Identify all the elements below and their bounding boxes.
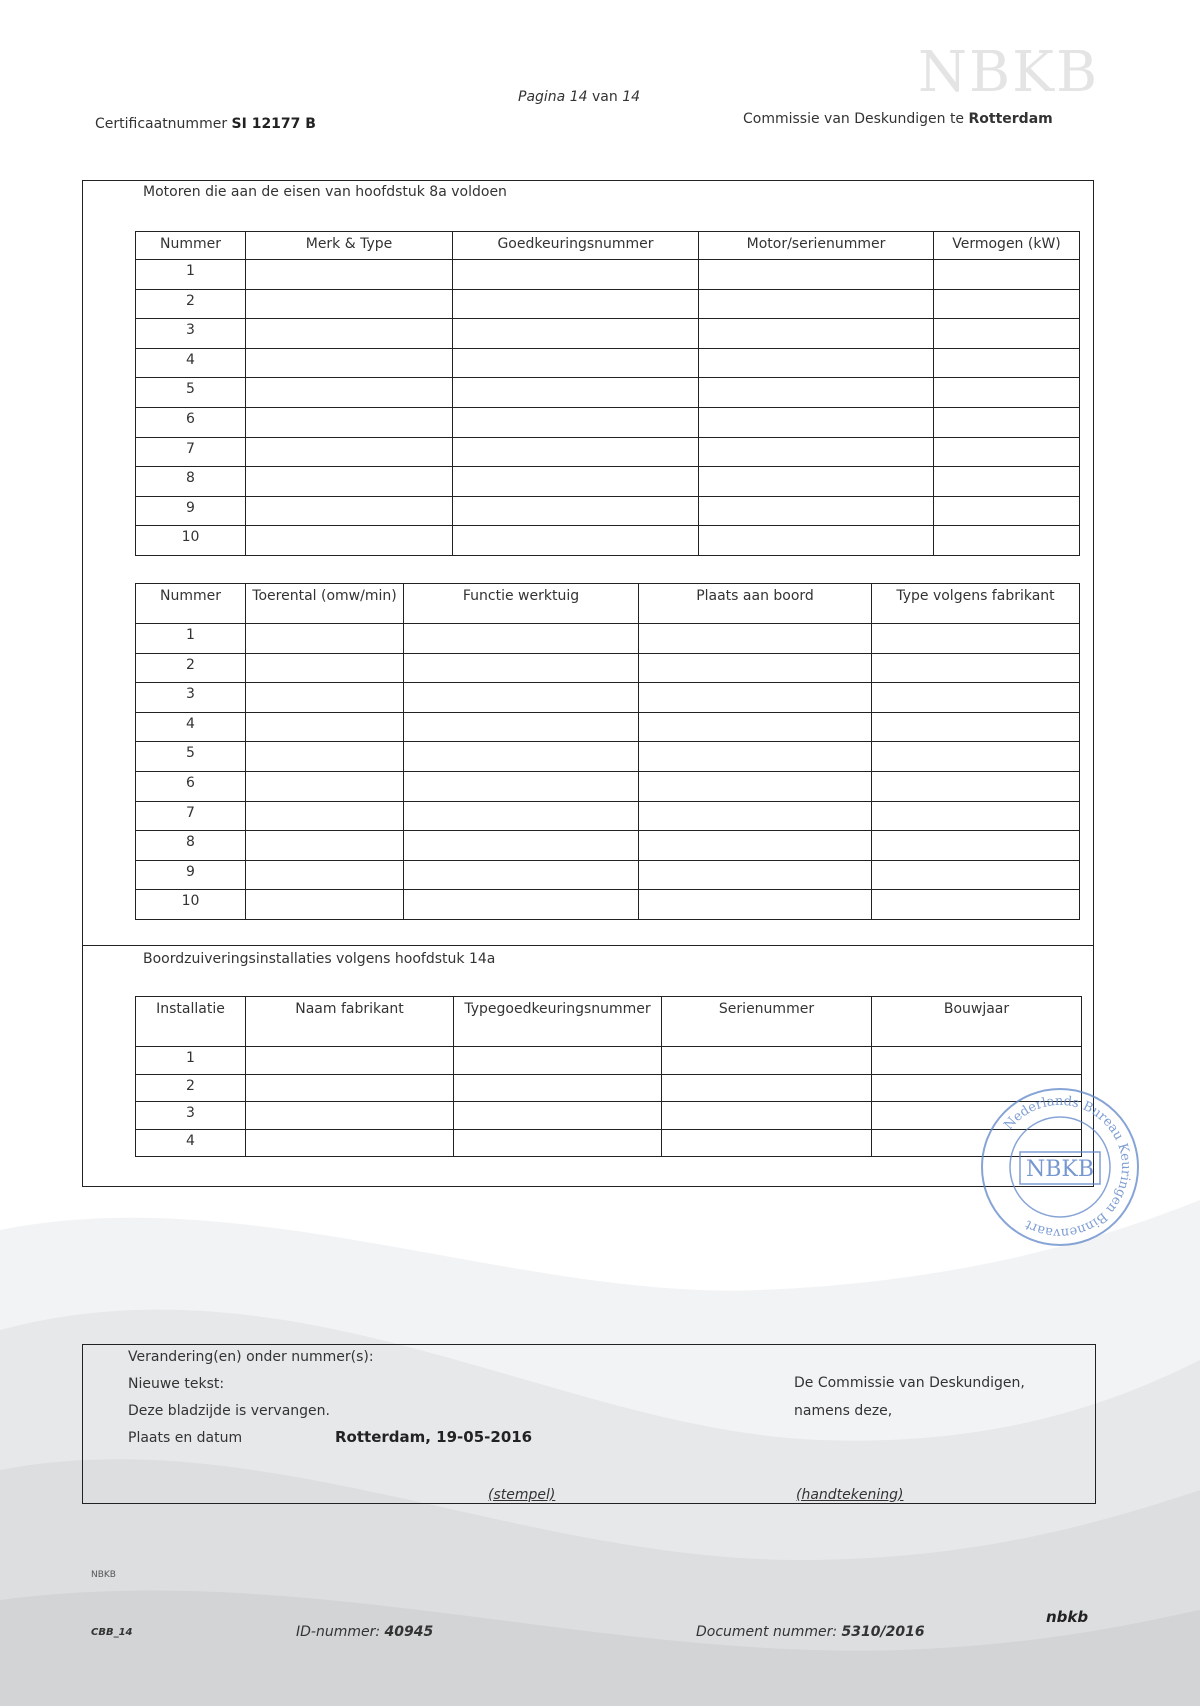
row-number: 1 xyxy=(136,1047,246,1075)
empty-cell xyxy=(934,496,1080,526)
empty-cell xyxy=(454,1102,662,1130)
place-date-label: Plaats en datum xyxy=(128,1430,243,1446)
empty-cell xyxy=(453,496,699,526)
table-row xyxy=(136,653,1080,683)
official-stamp xyxy=(975,1082,1145,1252)
table-row xyxy=(136,890,1080,920)
empty-cell xyxy=(453,407,699,437)
col-header-type-approval-number: Typegoedkeuringsnummer xyxy=(454,997,662,1047)
empty-cell xyxy=(246,289,453,319)
empty-cell xyxy=(699,496,934,526)
table-row xyxy=(136,742,1080,772)
empty-cell xyxy=(872,653,1080,683)
col-header-manufacturer-name: Naam fabrikant xyxy=(246,997,454,1047)
empty-cell xyxy=(872,860,1080,890)
empty-cell xyxy=(246,407,453,437)
empty-cell xyxy=(246,624,404,654)
empty-cell xyxy=(872,831,1080,861)
id-number xyxy=(296,1624,433,1640)
col-header-serial-number: Serienummer xyxy=(662,997,872,1047)
empty-cell xyxy=(246,683,404,713)
col-header-engine-serial: Motor/serienummer xyxy=(699,232,934,260)
empty-cell xyxy=(453,526,699,556)
row-number: 7 xyxy=(136,437,246,467)
empty-cell xyxy=(699,467,934,497)
changes-label: Verandering(en) onder nummer(s): xyxy=(128,1349,374,1365)
empty-cell xyxy=(662,1047,872,1075)
empty-cell xyxy=(246,1129,454,1157)
empty-cell xyxy=(872,890,1080,920)
empty-cell xyxy=(699,319,934,349)
empty-cell xyxy=(246,1074,454,1102)
table-row xyxy=(136,289,1080,319)
certificate-number: SI 12177 B xyxy=(231,116,316,132)
row-number: 9 xyxy=(136,860,246,890)
empty-cell xyxy=(934,467,1080,497)
row-number: 3 xyxy=(136,1102,246,1130)
empty-cell xyxy=(246,437,453,467)
engines-table-1 xyxy=(135,231,1080,556)
empty-cell xyxy=(639,742,872,772)
col-header-location-on-board: Plaats aan boord xyxy=(639,584,872,624)
row-number: 3 xyxy=(136,683,246,713)
nbkb-watermark-logo: NBKB xyxy=(918,40,1100,105)
empty-cell xyxy=(246,771,404,801)
row-number: 4 xyxy=(136,348,246,378)
empty-cell xyxy=(639,831,872,861)
empty-cell xyxy=(639,712,872,742)
empty-cell xyxy=(453,348,699,378)
empty-cell xyxy=(246,1102,454,1130)
table-row xyxy=(136,260,1080,290)
empty-cell xyxy=(246,260,453,290)
col-header-installation: Installatie xyxy=(136,997,246,1047)
footer-brand: nbkb xyxy=(1046,1608,1089,1626)
col-header-number: Nummer xyxy=(136,584,246,624)
empty-cell xyxy=(872,801,1080,831)
empty-cell xyxy=(246,496,453,526)
page-current: 14 xyxy=(569,89,588,105)
empty-cell xyxy=(404,653,639,683)
empty-cell xyxy=(934,348,1080,378)
place-date-value: Rotterdam, 19-05-2016 xyxy=(335,1428,533,1446)
empty-cell xyxy=(404,771,639,801)
empty-cell xyxy=(246,378,453,408)
page-indicator xyxy=(518,89,640,105)
row-number: 2 xyxy=(136,289,246,319)
empty-cell xyxy=(699,348,934,378)
empty-cell xyxy=(934,437,1080,467)
empty-cell xyxy=(454,1074,662,1102)
empty-cell xyxy=(246,860,404,890)
empty-cell xyxy=(246,801,404,831)
empty-cell xyxy=(246,831,404,861)
table-row xyxy=(136,712,1080,742)
document-number xyxy=(696,1624,925,1640)
row-number: 4 xyxy=(136,1129,246,1157)
empty-cell xyxy=(404,860,639,890)
empty-cell xyxy=(662,1129,872,1157)
certificate-label: Certificaatnummer xyxy=(95,116,228,132)
row-number: 10 xyxy=(136,526,246,556)
col-header-brand-type: Merk & Type xyxy=(246,232,453,260)
doc-value: 5310/2016 xyxy=(841,1624,925,1640)
empty-cell xyxy=(639,890,872,920)
row-number: 4 xyxy=(136,712,246,742)
row-number: 2 xyxy=(136,1074,246,1102)
empty-cell xyxy=(404,683,639,713)
empty-cell xyxy=(934,378,1080,408)
purification-section-title: Boordzuiveringsinstallaties volgens hoofdstuk 14a xyxy=(143,951,496,967)
commission-text: Commissie van Deskundigen te xyxy=(743,111,965,127)
row-number: 5 xyxy=(136,378,246,408)
row-number: 3 xyxy=(136,319,246,349)
certificate-number-line xyxy=(95,116,316,132)
table-row xyxy=(136,378,1080,408)
empty-cell xyxy=(453,378,699,408)
form-code: CBB_14 xyxy=(91,1627,133,1638)
empty-cell xyxy=(246,348,453,378)
empty-cell xyxy=(246,319,453,349)
empty-cell xyxy=(639,624,872,654)
table-row xyxy=(136,1047,1082,1075)
row-number: 2 xyxy=(136,653,246,683)
row-number: 8 xyxy=(136,831,246,861)
engines-section-title: Motoren die aan de eisen van hoofdstuk 8a voldoen xyxy=(143,184,507,200)
empty-cell xyxy=(872,1047,1082,1075)
table-row xyxy=(136,407,1080,437)
col-header-manufacturer-type: Type volgens fabrikant xyxy=(872,584,1080,624)
empty-cell xyxy=(934,319,1080,349)
empty-cell xyxy=(453,319,699,349)
table-row xyxy=(136,496,1080,526)
table-row xyxy=(136,860,1080,890)
row-number: 1 xyxy=(136,260,246,290)
empty-cell xyxy=(872,624,1080,654)
commission-city: Rotterdam xyxy=(968,111,1053,127)
id-label: ID-nummer: xyxy=(296,1624,381,1640)
on-behalf-label: namens deze, xyxy=(794,1403,893,1419)
table-row xyxy=(136,319,1080,349)
table-row xyxy=(136,1074,1082,1102)
empty-cell xyxy=(639,771,872,801)
changes-box xyxy=(82,1344,1096,1504)
empty-cell xyxy=(662,1074,872,1102)
page-prefix: Pagina xyxy=(518,89,566,105)
col-header-build-year: Bouwjaar xyxy=(872,997,1082,1047)
empty-cell xyxy=(699,526,934,556)
table-row xyxy=(136,624,1080,654)
table-row xyxy=(136,526,1080,556)
table-row xyxy=(136,348,1080,378)
table-row xyxy=(136,1129,1082,1157)
stamp-ring-text: Nederlands Bureau Keuringen Binnenvaart xyxy=(1001,1093,1134,1241)
col-header-power: Vermogen (kW) xyxy=(934,232,1080,260)
empty-cell xyxy=(639,801,872,831)
empty-cell xyxy=(639,683,872,713)
empty-cell xyxy=(404,712,639,742)
empty-cell xyxy=(934,526,1080,556)
table-row xyxy=(136,831,1080,861)
commission-line xyxy=(743,111,1053,127)
empty-cell xyxy=(872,683,1080,713)
empty-cell xyxy=(246,890,404,920)
col-header-number: Nummer xyxy=(136,232,246,260)
empty-cell xyxy=(453,467,699,497)
empty-cell xyxy=(246,653,404,683)
table-row xyxy=(136,467,1080,497)
empty-cell xyxy=(872,742,1080,772)
table-row xyxy=(136,437,1080,467)
empty-cell xyxy=(453,289,699,319)
empty-cell xyxy=(404,890,639,920)
empty-cell xyxy=(872,771,1080,801)
empty-cell xyxy=(639,860,872,890)
empty-cell xyxy=(699,260,934,290)
page-total: 14 xyxy=(622,89,641,105)
engines-table-2 xyxy=(135,583,1080,920)
empty-cell xyxy=(246,467,453,497)
purification-table xyxy=(135,996,1082,1157)
empty-cell xyxy=(404,801,639,831)
row-number: 10 xyxy=(136,890,246,920)
empty-cell xyxy=(404,624,639,654)
row-number: 1 xyxy=(136,624,246,654)
empty-cell xyxy=(404,742,639,772)
table-row xyxy=(136,1102,1082,1130)
empty-cell xyxy=(246,1047,454,1075)
page-of: van xyxy=(591,89,618,105)
commission-signoff: De Commissie van Deskundigen, xyxy=(794,1375,1025,1391)
empty-cell xyxy=(699,378,934,408)
new-text-label: Nieuwe tekst: xyxy=(128,1376,225,1392)
empty-cell xyxy=(453,437,699,467)
row-number: 9 xyxy=(136,496,246,526)
row-number: 5 xyxy=(136,742,246,772)
table-row xyxy=(136,801,1080,831)
footer-small-brand: NBKB xyxy=(91,1570,116,1580)
empty-cell xyxy=(454,1129,662,1157)
page-replaced-label: Deze bladzijde is vervangen. xyxy=(128,1403,330,1419)
table-row xyxy=(136,771,1080,801)
row-number: 7 xyxy=(136,801,246,831)
empty-cell xyxy=(662,1102,872,1130)
row-number: 6 xyxy=(136,407,246,437)
empty-cell xyxy=(404,831,639,861)
empty-cell xyxy=(246,526,453,556)
empty-cell xyxy=(246,742,404,772)
col-header-rpm: Toerental (omw/min) xyxy=(246,584,404,624)
empty-cell xyxy=(639,653,872,683)
empty-cell xyxy=(872,712,1080,742)
empty-cell xyxy=(246,712,404,742)
row-number: 8 xyxy=(136,467,246,497)
id-value: 40945 xyxy=(384,1624,434,1640)
table-row xyxy=(136,683,1080,713)
empty-cell xyxy=(454,1047,662,1075)
empty-cell xyxy=(934,289,1080,319)
stamp-label: (stempel) xyxy=(488,1487,556,1503)
empty-cell xyxy=(699,289,934,319)
col-header-approval-number: Goedkeuringsnummer xyxy=(453,232,699,260)
empty-cell xyxy=(453,260,699,290)
empty-cell xyxy=(699,437,934,467)
empty-cell xyxy=(934,407,1080,437)
empty-cell xyxy=(934,260,1080,290)
signature-label: (handtekening) xyxy=(796,1487,904,1503)
row-number: 6 xyxy=(136,771,246,801)
col-header-tool-function: Functie werktuig xyxy=(404,584,639,624)
doc-label: Document nummer: xyxy=(696,1624,838,1640)
frame-divider xyxy=(82,945,1094,946)
empty-cell xyxy=(699,407,934,437)
stamp-center-text: NBKB xyxy=(1025,1157,1095,1182)
